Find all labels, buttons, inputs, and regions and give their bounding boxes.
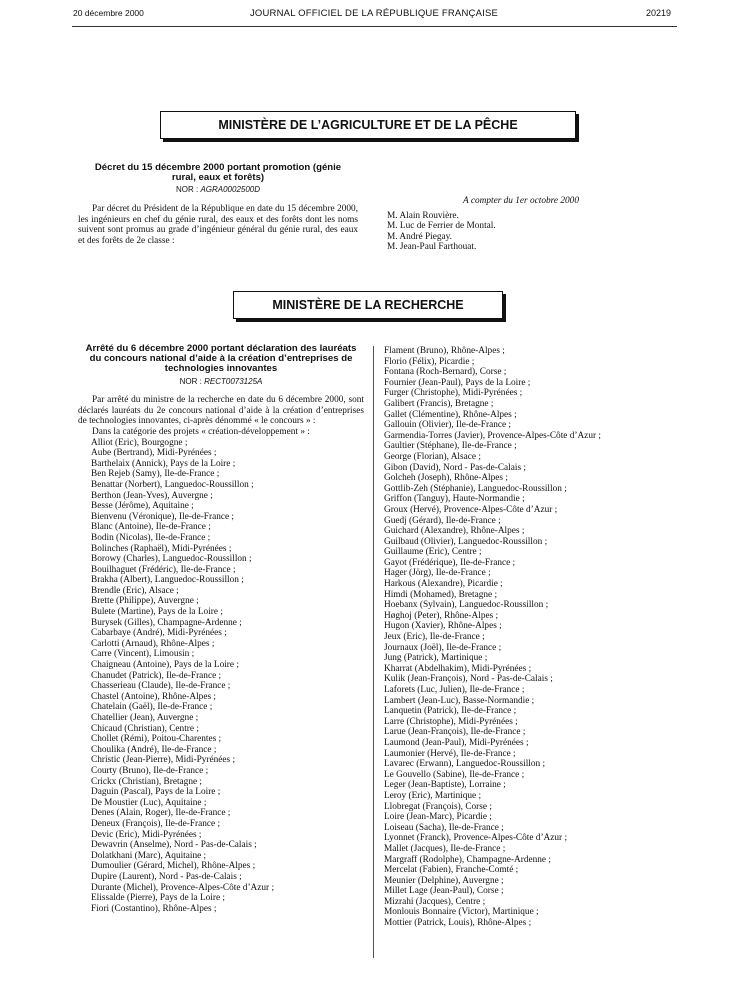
- list-item: Carlotti (Arnaud), Rhône-Alpes ;: [91, 638, 215, 649]
- list-item: Alliot (Eric), Bourgogne ;: [91, 437, 188, 448]
- list-item: Furger (Christophe), Midi-Pyrénées ;: [384, 388, 523, 399]
- promoted-name: M. Alain Rouvière.: [387, 210, 459, 221]
- promoted-name: M. Luc de Ferrier de Montal.: [387, 221, 496, 232]
- list-item: Barthelaix (Annick), Pays de la Loire ;: [91, 458, 236, 469]
- list-item: Himdi (Mohamed), Bretagne ;: [384, 589, 498, 600]
- ministry-box-agriculture: [160, 111, 576, 139]
- list-item: Leroy (Eric), Martinique ;: [384, 790, 482, 801]
- list-item: Llobregat (François), Corse ;: [384, 801, 492, 812]
- list-item: Dewavrin (Anselme), Nord - Pas-de-Calais ;: [91, 840, 257, 851]
- list-item: Bouilhaguet (Frédéric), Ile-de-France ;: [91, 564, 236, 575]
- list-item: Guilbaud (Olivier), Languedoc-Roussillon ;: [384, 536, 548, 547]
- decree-title: Décret du 15 décembre 2000 portant promotion (génie rural, eaux et forêts): [94, 162, 342, 184]
- list-item: Durante (Michel), Provence-Alpes-Côte d’Azur ;: [91, 882, 275, 893]
- list-item: Devic (Eric), Midi-Pyrénées ;: [91, 829, 202, 840]
- list-item: Laumond (Jean-Paul), Midi-Pyrénées ;: [384, 737, 529, 748]
- list-item: Hugon (Xavier), Rhône-Alpes ;: [384, 621, 502, 632]
- decree-nor-code: AGRA0002500D: [200, 185, 261, 195]
- list-item: Choulika (André), Ile-de-France ;: [91, 744, 217, 755]
- list-item: Elissalde (Pierre), Pays de la Loire ;: [91, 893, 225, 904]
- list-item: Carre (Vincent), Limousin ;: [91, 649, 195, 660]
- list-item: Daguin (Pascal), Pays de la Loire ;: [91, 787, 221, 798]
- list-item: Kharrat (Abdelhakim), Midi-Pyrénées ;: [384, 663, 532, 674]
- list-item: Aube (Bertrand), Midi-Pyrénées ;: [91, 448, 217, 459]
- list-item: Larue (Jean-François), Ile-de-France ;: [384, 727, 526, 738]
- decree-nor: NOR : AGRA0002500D: [175, 185, 261, 195]
- list-item: Harkous (Alexandre), Picardie ;: [384, 579, 503, 590]
- list-item: Golcheh (Joseph), Rhône-Alpes ;: [384, 473, 508, 484]
- list-item: Chollet (Rémi), Poitou-Charentes ;: [91, 734, 222, 745]
- list-item: Fournier (Jean-Paul), Pays de la Loire ;: [384, 377, 531, 388]
- list-item: Jung (Patrick), Martinique ;: [384, 653, 488, 664]
- list-item: Bulete (Martine), Pays de la Loire ;: [91, 607, 223, 618]
- list-item: Bienvenu (Véronique), Ile-de-France ;: [91, 511, 235, 522]
- list-item: Crickx (Christian), Bretagne ;: [91, 776, 203, 787]
- list-item: Fiori (Costantino), Rhône-Alpes ;: [91, 903, 217, 914]
- list-item: Laforets (Luc, Julien), Ile-de-France ;: [384, 685, 525, 695]
- list-item: Lavarec (Erwann), Languedoc-Roussillon ;: [384, 759, 546, 770]
- list-item: Cabarbaye (André), Midi-Pyrénées ;: [91, 628, 227, 639]
- list-item: Blanc (Antoine), Ile-de-France ;: [91, 522, 211, 533]
- list-item: Bolinches (Raphaël), Midi-Pyrénées ;: [91, 543, 232, 554]
- list-item: Lyonnet (Franck), Provence-Alpes-Côte d’Azur ;: [384, 833, 568, 844]
- list-item: Høghoj (Peter), Rhône-Alpes ;: [384, 610, 499, 621]
- list-item: Florio (Félix), Picardie ;: [384, 356, 475, 367]
- decree-body: Par décret du Président de la République en date du 15 décembre 2000, les ingénieurs en chef du génie rural, des eaux et des forêts dont les noms suivent sont promus au grade d’ingénieur général du génie rural, des eaux et des forêts de 2e classe :: [78, 204, 358, 246]
- list-item: Chatelain (Gaël), Ile-de-France ;: [91, 702, 213, 713]
- arrete-nor: NOR : RECT0073125A: [179, 376, 263, 386]
- column-divider: [373, 346, 374, 958]
- list-item: Besse (Jérôme), Aquitaine ;: [91, 501, 194, 512]
- list-item: Guillaume (Eric), Centre ;: [384, 547, 482, 558]
- list-item: Brakha (Albert), Languedoc-Roussillon ;: [91, 575, 244, 586]
- list-item: Denes (Alain, Roger), Ile-de-France ;: [91, 808, 231, 819]
- list-item: Jeux (Eric), Ile-de-France ;: [384, 632, 485, 643]
- list-item: Le Gouvello (Sabine), Ile-de-France ;: [384, 769, 525, 780]
- list-item: Fontana (Roch-Bernard), Corse ;: [384, 367, 507, 378]
- list-item: Benattar (Norbert), Languedoc-Roussillon ;: [91, 479, 254, 490]
- list-item: Gaultier (Stéphane), Ile-de-France ;: [384, 441, 517, 452]
- arrete-category: Dans la catégorie des projets « création-développement » :: [92, 426, 310, 437]
- list-item: Guichard (Alexandre), Rhône-Alpes ;: [384, 526, 525, 537]
- list-item: Dumoulier (Gérard, Michel), Rhône-Alpes ;: [91, 861, 256, 872]
- list-item: Gibon (David), Nord - Pas-de-Calais ;: [384, 462, 527, 473]
- list-item: Larre (Christophe), Midi-Pyrénées ;: [384, 716, 518, 727]
- page-number: 20219: [645, 8, 671, 18]
- list-item: Chastel (Antoine), Rhône-Alpes ;: [91, 691, 216, 702]
- list-item: Chanudet (Patrick), Ile-de-France ;: [91, 670, 222, 681]
- ministry-title-agriculture: MINISTÈRE DE L’AGRICULTURE ET DE LA PÊCHE: [218, 118, 518, 132]
- list-item: Loiseau (Sacha), Ile-de-France ;: [384, 822, 504, 833]
- decree-column: [78, 163, 358, 246]
- list-item: Loire (Jean-Marc), Picardie ;: [384, 812, 492, 823]
- list-item: Chatellier (Jean), Auvergne ;: [91, 713, 199, 724]
- list-item: Courty (Bruno), Ile-de-France ;: [91, 765, 209, 776]
- list-item: Mallet (Jacques), Ile-de-France ;: [384, 843, 506, 854]
- list-item: Deneux (François), Ile-de-France ;: [91, 818, 221, 829]
- list-item: Groux (Hervé), Provence-Alpes-Côte d’Azur ;: [384, 504, 558, 515]
- laureates-list-right: [384, 346, 674, 929]
- list-item: De Moustier (Luc), Aquitaine ;: [91, 797, 207, 808]
- list-item: Dolatkhani (Marc), Aquitaine ;: [91, 850, 207, 861]
- list-item: Borowy (Charles), Languedoc-Roussillon ;: [91, 554, 252, 565]
- ministry-box-recherche: [233, 291, 503, 319]
- list-item: Guedj (Gérard), Ile-de-France ;: [384, 515, 501, 526]
- list-item: Margraff (Rodolphe), Champagne-Ardenne ;: [384, 854, 551, 865]
- laureates-list-left: [78, 438, 364, 915]
- ministry-title-recherche: MINISTÈRE DE LA RECHERCHE: [272, 298, 464, 312]
- list-item: Gallet (Clémentine), Rhône-Alpes ;: [384, 409, 517, 420]
- promoted-name: M. Jean-Paul Farthouat.: [387, 242, 477, 253]
- list-item: Gayot (Frédérique), Ile-de-France ;: [384, 557, 516, 568]
- list-item: Meunier (Delphine), Auvergne ;: [384, 875, 504, 886]
- arrete-column-left: [78, 344, 364, 914]
- list-item: Mizrahi (Jacques), Centre ;: [384, 896, 486, 907]
- list-item: Brette (Philippe), Auvergne ;: [91, 596, 199, 607]
- running-header: [0, 8, 748, 24]
- arrete-body: Par arrêté du ministre de la recherche en date du 6 décembre 2000, sont déclarés lauréats du 2e concours national d’aide à la création d’entreprises de technologies innovantes, ci-après dénommé « le concours » :: [78, 395, 364, 427]
- list-item: Mottier (Patrick, Louis), Rhône-Alpes ;: [384, 918, 532, 929]
- list-item: Lanquetin (Patrick), Ile-de-France ;: [384, 706, 517, 717]
- arrete-column-right: [384, 346, 674, 929]
- decree-effective-date: A compter du 1er octobre 2000: [463, 196, 579, 206]
- decree-column-right: [374, 196, 668, 253]
- list-item: Millet Lage (Jean-Paul), Corse ;: [384, 886, 504, 897]
- list-item: Bodin (Nicolas), Ile-de-France ;: [91, 532, 211, 543]
- list-item: Hager (Jörg), Ile-de-France ;: [384, 568, 491, 579]
- list-item: Chasserieau (Claude), Ile-de-France ;: [91, 681, 231, 692]
- list-item: Ben Rejeb (Samy), Ile-de-France ;: [91, 469, 220, 480]
- list-item: Laumonier (Hervé), Ile-de-France ;: [384, 748, 516, 759]
- list-item: Kulik (Jean-François), Nord - Pas-de-Calais ;: [384, 674, 553, 685]
- list-item: Gottlib-Zeh (Stéphanie), Languedoc-Roussillon ;: [384, 483, 567, 494]
- list-item: Leger (Jean-Baptiste), Lorraine ;: [384, 780, 506, 791]
- list-item: Chaigneau (Antoine), Pays de la Loire ;: [91, 660, 239, 671]
- promoted-name: M. André Piegay.: [387, 231, 452, 242]
- list-item: Brendle (Eric), Alsace ;: [91, 585, 179, 596]
- list-item: Mercelat (Fabien), Franche-Comté ;: [384, 865, 519, 876]
- list-item: Burysek (Gilles), Champagne-Ardenne ;: [91, 617, 242, 628]
- list-item: Monlouis Bonnaire (Victor), Martinique ;: [384, 907, 539, 918]
- list-item: Garmendia-Torres (Javier), Provence-Alpes-Côte d’Azur ;: [384, 430, 601, 441]
- list-item: Gallouin (Olivier), Ile-de-France ;: [384, 420, 512, 431]
- list-item: Lambert (Jean-Luc), Basse-Normandie ;: [384, 695, 535, 706]
- promoted-names-list: [374, 211, 668, 253]
- list-item: Hoebanx (Sylvain), Languedoc-Roussillon ;: [384, 600, 549, 611]
- list-item: Chicaud (Christian), Centre ;: [91, 723, 199, 734]
- journal-title: JOURNAL OFFICIEL DE LA RÉPUBLIQUE FRANÇAISE: [249, 8, 499, 19]
- arrete-nor-code: RECT0073125A: [204, 376, 263, 386]
- list-item: Journaux (Joël), Ile-de-France ;: [384, 642, 502, 653]
- list-item: Galibert (Francis), Bretagne ;: [384, 398, 494, 409]
- list-item: Christic (Jean-Pierre), Midi-Pyrénées ;: [91, 755, 236, 766]
- arrete-title: Arrêté du 6 décembre 2000 portant déclaration des lauréats du concours national d’aide à la création d’entreprises de technologies innovantes: [85, 343, 357, 375]
- issue-date: 20 décembre 2000: [73, 8, 144, 18]
- list-item: Griffon (Tanguy), Haute-Normandie ;: [384, 494, 525, 505]
- list-item: Dupire (Laurent), Nord - Pas-de-Calais ;: [91, 871, 242, 882]
- header-rule: [72, 26, 677, 27]
- list-item: Berthon (Jean-Yves), Auvergne ;: [91, 490, 213, 501]
- list-item: George (Florian), Alsace ;: [384, 451, 481, 462]
- list-item: Flament (Bruno), Rhône-Alpes ;: [384, 346, 505, 356]
